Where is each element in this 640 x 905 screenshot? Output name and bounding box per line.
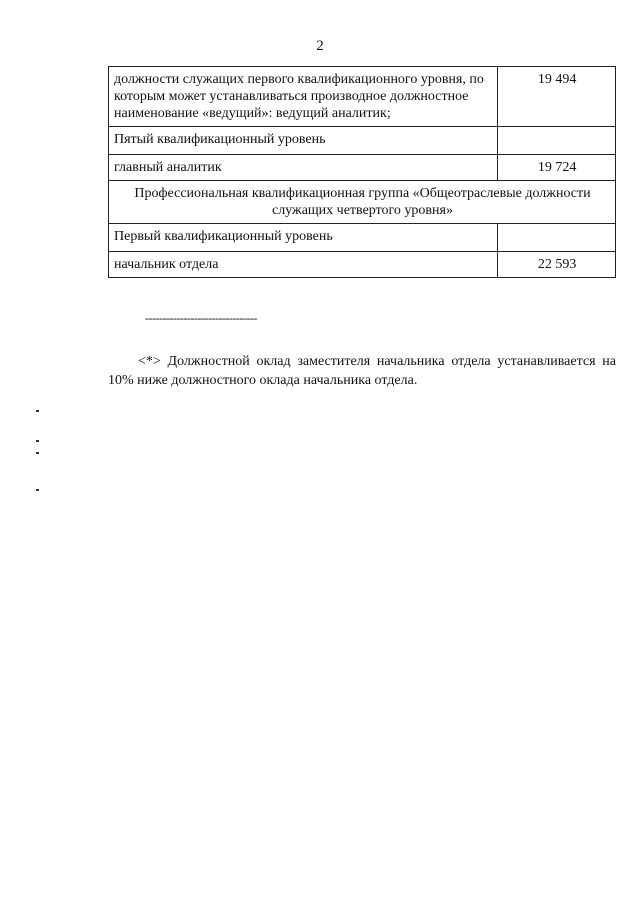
table-row bbox=[109, 67, 616, 127]
salary-value-cell: 19 724 bbox=[498, 155, 616, 181]
position-name-cell: начальник отдела bbox=[109, 252, 498, 278]
scan-margin-mark bbox=[36, 452, 39, 454]
qualification-level-cell: Пятый квалификационный уровень bbox=[109, 127, 498, 155]
footnote-text: <*> Должностной оклад заместителя начальника отдела устанавливается на 10% ниже должностного оклада начальника отдела. bbox=[108, 354, 616, 388]
scan-margin-mark bbox=[36, 440, 39, 442]
table-row bbox=[109, 155, 616, 181]
professional-group-header: Профессиональная квалификационная группа «Общеотраслевые должности служащих четвертого уровня» bbox=[109, 181, 616, 224]
salary-value-cell bbox=[498, 224, 616, 252]
qualification-level-cell: Первый квалификационный уровень bbox=[109, 224, 498, 252]
footnote-separator: -------------------------------- bbox=[145, 311, 257, 325]
table-row bbox=[109, 127, 616, 155]
salary-value-cell: 22 593 bbox=[498, 252, 616, 278]
position-name-cell: должности служащих первого квалификационного уровня, по которым может устанавливаться производное должностное наименование «ведущий»: ведущий аналитик; bbox=[109, 67, 498, 127]
table-row bbox=[109, 181, 616, 224]
page-number: 2 bbox=[316, 38, 324, 54]
scan-margin-mark bbox=[36, 489, 39, 491]
position-name-cell: главный аналитик bbox=[109, 155, 498, 181]
scan-margin-mark bbox=[36, 410, 39, 412]
salary-value-cell: 19 494 bbox=[498, 67, 616, 127]
salary-table bbox=[108, 66, 616, 278]
salary-value-cell bbox=[498, 127, 616, 155]
table-row bbox=[109, 252, 616, 278]
table-row bbox=[109, 224, 616, 252]
